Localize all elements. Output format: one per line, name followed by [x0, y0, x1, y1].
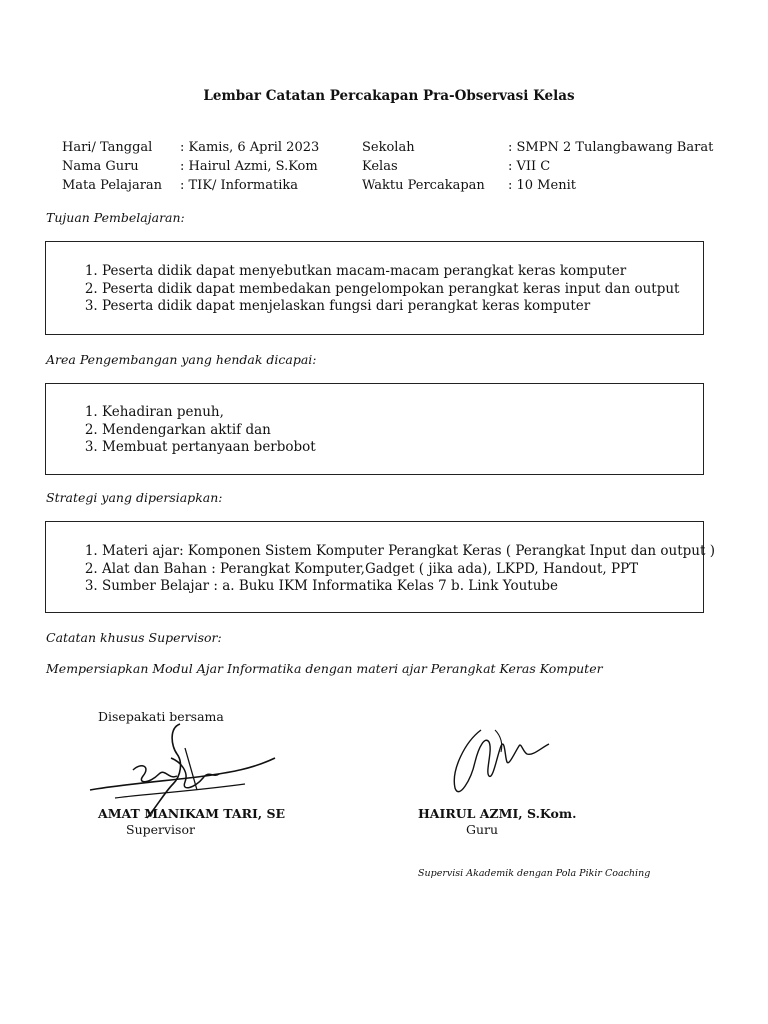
info-row-duration	[362, 176, 713, 195]
tujuan-box	[45, 241, 704, 335]
catatan-text: Mempersiapkan Modul Ajar Informatika dengan materi ajar Perangkat Keras Komputer	[46, 661, 603, 676]
info-label: Waktu Percakapan	[362, 178, 485, 193]
info-right	[362, 138, 713, 195]
list-item: 1. Kehadiran penuh,	[102, 404, 703, 422]
teacher-name: HAIRUL AZMI, S.Kom.	[418, 806, 577, 821]
strategi-list	[46, 543, 715, 596]
supervisor-name: AMAT MANIKAM TARI, SE	[98, 806, 286, 821]
teacher-signature	[445, 722, 555, 802]
strategi-box	[45, 521, 715, 613]
list-item: 3. Sumber Belajar : a. Buku IKM Informatika Kelas 7 b. Link Youtube	[102, 578, 703, 596]
list-item: 2. Peserta didik dapat membedakan pengelompokan perangkat keras input dan output	[102, 281, 703, 299]
area-heading: Area Pengembangan yang hendak dicapai:	[46, 352, 317, 367]
list-item: 1. Materi ajar: Komponen Sistem Komputer Perangkat Keras ( Perangkat Input dan output )	[102, 543, 703, 561]
agreed-label: Disepakati bersama	[98, 709, 224, 724]
list-item: 2. Mendengarkan aktif dan	[102, 422, 703, 440]
info-value: : Hairul Azmi, S.Kom	[180, 159, 318, 174]
info-label: Hari/ Tanggal	[62, 140, 153, 155]
info-value: : TIK/ Informatika	[180, 178, 298, 193]
info-label: Kelas	[362, 159, 398, 174]
info-value: : SMPN 2 Tulangbawang Barat	[508, 140, 714, 155]
info-row-date	[62, 138, 319, 157]
info-label: Mata Pelajaran	[62, 178, 163, 193]
teacher-role: Guru	[466, 822, 499, 837]
info-row-subject	[62, 176, 319, 195]
info-value: : VII C	[508, 159, 551, 174]
tujuan-list	[46, 263, 703, 316]
info-left	[62, 138, 319, 195]
catatan-heading: Catatan khusus Supervisor:	[46, 630, 222, 645]
info-value: : Kamis, 6 April 2023	[180, 140, 320, 155]
area-list	[46, 404, 703, 457]
list-item: 1. Peserta didik dapat menyebutkan macam-macam perangkat keras komputer	[102, 263, 703, 281]
info-row-teacher	[62, 157, 319, 176]
footer-note: Supervisi Akademik dengan Pola Pikir Coaching	[418, 868, 651, 879]
strategi-heading: Strategi yang dipersiapkan:	[46, 490, 223, 505]
list-item: 3. Membuat pertanyaan berbobot	[102, 439, 703, 457]
tujuan-heading: Tujuan Pembelajaran:	[46, 210, 185, 225]
info-value: : 10 Menit	[508, 178, 576, 193]
supervisor-role: Supervisor	[126, 822, 195, 837]
list-item: 3. Peserta didik dapat menjelaskan fungsi dari perangkat keras komputer	[102, 298, 703, 316]
info-row-class	[362, 157, 713, 176]
info-label: Nama Guru	[62, 159, 139, 174]
list-item: 2. Alat dan Bahan : Perangkat Komputer,Gadget ( jika ada), LKPD, Handout, PPT	[102, 561, 703, 579]
info-row-school	[362, 138, 713, 157]
document-title: Lembar Catatan Percakapan Pra-Observasi Kelas	[203, 88, 575, 104]
info-label: Sekolah	[362, 140, 415, 155]
area-box	[45, 383, 704, 475]
